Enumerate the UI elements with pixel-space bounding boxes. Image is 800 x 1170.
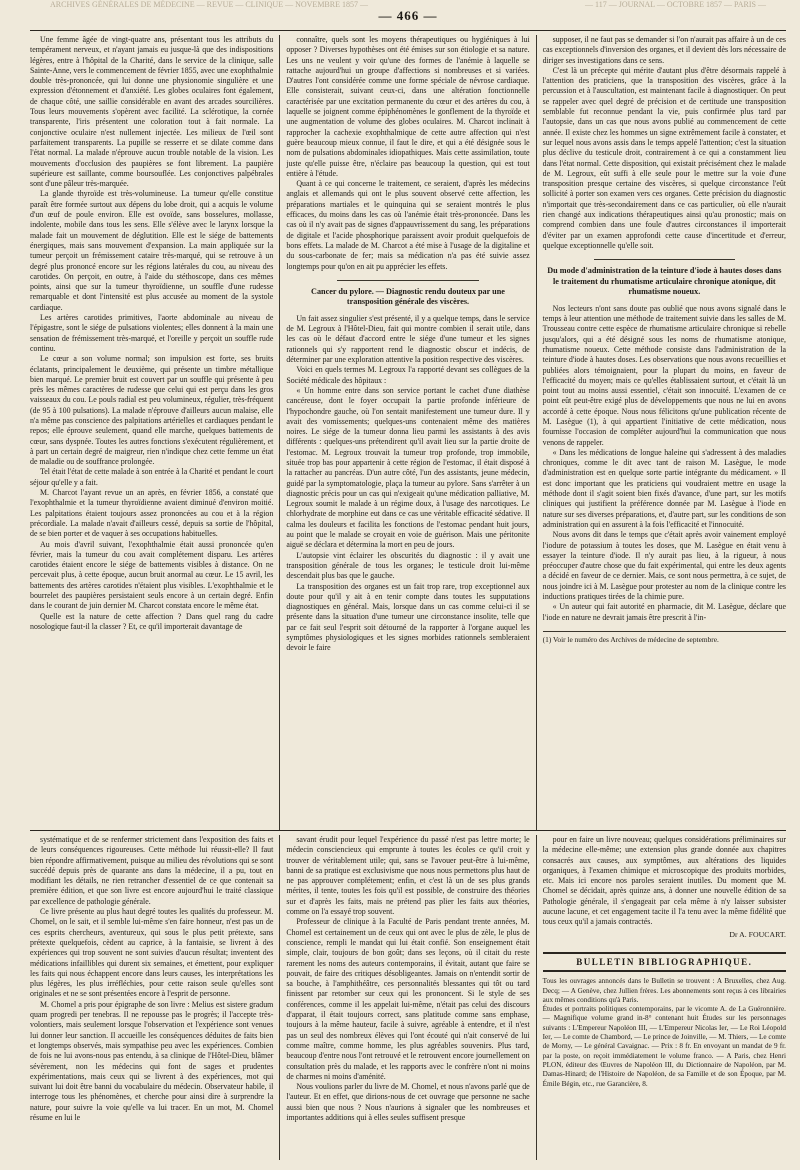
bulletin-content xyxy=(543,977,786,1089)
bottom-section xyxy=(30,830,786,1160)
section-title-text: Cancer du pylore. — Diagnostic rendu douteux par une transposition générale des viscères. xyxy=(311,286,505,307)
paragraph: connaître, quels sont les moyens thérapeutiques ou hygiéniques à lui opposer ? Diverses hypothèses ont été émises sur son étiologie et sa nature. Les uns ne veulent y voir qu'une des formes de l'anémie à laquelle se rattache aujourd'hui un groupe d'affections si nombreuses et si variées. D'autres l'ont considérée comme une forme spéciale de névrose cardiaque. Elle consisterait, suivant ceux-ci, dans une altération fonctionnelle caractérisée par une excitation permanente du cœur et des artères du cou, à laquelle se joignent comme épiphénomènes le gonflement de la thyroïde et une augmentation de volume des globes oculaires. M. Charcot inclinait à rapprocher la cachexie exophthalmique de cette autre affection qui n'est guère beaucoup mieux connue, il faut le dire, et qui a été désignée sous le nom de pulsations abdominales idiopathiques. Mais cette assimilation, toute juste qu'elle puisse être, n'éclaire pas beaucoup la question, qui est tout entière à l'étude. xyxy=(286,35,530,178)
paragraph: M. Chomel a pris pour épigraphe de son livre : Melius est sistere gradum quam progredi per tenebras. Il ne repousse pas le progrès; il l'accepte très-volontiers, mais seulement lorsque l'observation et l'expérience sont venues lui donner leur sanction. Il accueille les conséquences déduites de faits bien et longtemps observés, mais sympathise peu avec les expériences. Combien de fois ne lui avons-nous pas entendu, à sa clinique de l'Hôtel-Dieu, blâmer sévèrement, non les médecins qui font de sages et prudentes expérimentations, mais ceux qui se livrent à des expériences, mot qui suivant lui doit être banni du vocabulaire du médecin. Observateur habile, il interroge tous les phénomènes, et cherche pour ainsi dire à surprendre la nature, pour suivre la voie qu'elle va lui tracer. En un mot, M. Chomel résume en lui le xyxy=(30,999,274,1123)
author-signature: Dr A. FOUCART. xyxy=(729,929,786,939)
section-title-iode xyxy=(547,259,782,298)
column-1 xyxy=(30,35,273,830)
paragraph: Tous les ouvrages annoncés dans le Bulletin se trouvent : A Bruxelles, chez Aug. Decq; — A Genève, chez Jullien frères. Les abonnements sont reçus à ces librairies aux mêmes conditions qu'à Paris. xyxy=(542,977,786,1004)
paragraph: Au mois d'avril suivant, l'exophthalmie était aussi prononcée qu'en février, mais la tumeur du cou avait complétement disparu. Les artères carotides étaient encore le siége de battements visibles à distance. On ne percevait plus, à cette époque, aucun bruit anormal au cœur. Le 15 avril, les battements des artères carotides n'étaient plus visibles. L'exophthalmie et le bourrelet des paupières persistaient seuls encore à un certain degré. Enfin dans le courant de juin dernier M. Charcot constata encore le même état. xyxy=(30,539,274,611)
paragraph: « Un auteur qui fait autorité en pharmacie, dit M. Lasègue, déclare que l'iode en nature ne devrait jamais être prescrit à l'in- xyxy=(542,602,786,622)
page-number: — 466 — xyxy=(378,8,438,23)
paragraph: Nos lecteurs n'ont sans doute pas oublié que nous avons signalé dans le temps à leur attention une méthode de traitement suivie dans les salles de M. Trousseau contre cette espèce de rhumatisme articulaire chronique si rebelle jusqu'alors, qui a été désigné sous les noms de rhumatisme atonique, rhumatisme noueux. Cette méthode consiste dans l'administration de la teinture d'iode à hautes doses. Les observations que nous avons recueillies et publiées alors témoignaient, pour la plupart du moins, en faveur de l'efficacité du moyen; mais ce qu'elles établissaient surtout, et c'était là un point tout au moins aussi essentiel, c'était son innocuité. L'examen de ce point eût peut-être exigé plus de développements que nous ne lui en avons accordé à cette époque. Nous nous félicitons qu'une publication récente de M. Lasègue (1), à qui appartient l'initiative de cette médication, nous fournisse l'occasion de compléter aujourd'hui la communication que nous venons de rappeler. xyxy=(542,303,786,447)
column-2-bottom xyxy=(279,835,529,1160)
column-3 xyxy=(536,35,786,830)
paragraph: Professeur de clinique à la Faculté de Paris pendant trente années, M. Chomel est certainement un de ceux qui ont avec le plus de zèle, le plus de conscience, rempli le mandat qui lui était confié. Son enseignement était simple, clair, toujours de bon goût; dans ses leçons, où il citait du reste rarement les noms des auteurs contemporains, il évitait, autant que faire se pouvait, de faire des critiques désobligeantes. Jamais on n'entendit sortir de sa bouche, à l'amphithéâtre, ces personnalités blessantes qui tôt ou tard finissent par retomber sur ceux qui les prononcent. Si le style de ses conférences, comme il les appelait lui-même, n'était pas celui des discours d'apparat, il était toujours correct, sans platitude comme sans emphase, toujours à la même hauteur, facile à suivre, agréable à entendre, et il n'est pas un seul des nombreux élèves qui l'ont écouté qui n'ait conservé de lui comme maître, comme homme, les plus agréables souvenirs. Plus tard, beaucoup d'entre nous l'ont retrouvé et le retrouvent encore journellement on consultation près du malade, et les rapports avec le confrère n'ont ni moins de charmes ni moins d'aménité. xyxy=(286,917,530,1081)
paragraph: Un fait assez singulier s'est présenté, il y a quelque temps, dans le service de M. Legroux à l'Hôtel-Dieu, fait qui montre combien il serait utile, dans les cas où le défaut d'accord entre le siége d'une tumeur et les signes rationnels qui s'y rapportent rend le diagnostic obscur et indécis, de déterminer par une exploration attentive la position respective des viscères. xyxy=(286,313,530,365)
paragraph: Ce livre présente au plus haut degré toutes les qualités du professeur. M. Chomel, on le sait, et il semble lui-même s'en faire honneur, n'est pas un de ces esprits chercheurs, aventureux, qui sous le plus petit prétexte, sans prétexte quelquefois, cèdent au caprice, à la fantaisie, se livrent à des expériences qui trop souvent ne sont suivies d'aucun résultat; inventent des médications infaillibles qui durent six semaines, et émettent, pour expliquer les faits qui nous échappent encore dans leurs causes, les interprétations les plus légères, les plus irréfléchies, pour cette raison seule qu'elles sont originales et ne se sont présentées encore à l'esprit de personne. xyxy=(30,907,274,999)
paragraph: Nous avons dit dans le temps que c'était après avoir vainement employé l'iodure de potassium à toutes les doses, que M. Lasègue en était venu à essayer la teinture d'iode. Il n'y aurait pas lieu, à la rigueur, à nous préoccuper d'autre chose que du fait expérimental, qui entre les deux agents a décidé en faveur de ce dernier. Mais, ce sont nous permettra, à ce sujet, de nous joindre ici à M. Lasègue pour protester au nom de la clinique contre les inductions pratiques tirées de la chimie pure. xyxy=(542,530,786,602)
footnote: (1) Voir le numéro des Archives de médecine de septembre. xyxy=(543,631,786,645)
top-section xyxy=(30,31,786,830)
paragraph: L'autopsie vint éclairer les obscurités du diagnostic : il y avait une transposition générale de tous les organes; le testicule droit lui-même descendait plus bas que le gauche. xyxy=(286,550,530,581)
paragraph: « Un homme entre dans son service portant le cachet d'une diathèse cancéreuse, dont le foyer occupait la partie profonde inférieure de l'hypochondre gauche, où l'on sentait manifestement une tumeur dure. Il y avait des vomissements; quelques-uns contenaient même des matières noires. Le siége de la tumeur donna lieu parmi les assistants à des avis différents : quelques-uns prétendirent qu'il avait lieu sur la partie droite de l'estomac. M. Legroux trouvait la tumeur trop profonde, trop immobile, située trop bas pour appartenir à cette région de l'estomac, il était disposé à la rattacher au pancréas. D'un autre côté, l'un des assistants, jeune médecin, guidé par la symptomatologie, plaça la tumeur au pylore. Sans s'arrêter à un diagnostic précis pour un cas qui n'exigeait qu'une médication palliative, M. Legroux soumit le malade à un régime doux, à l'usage des narcotiques. Le chlorhydrate de morphine eut dans ce cas une véritable efficacité sédative. Il calma les douleurs et facilita les fonctions de l'estomac pendant huit jours, au point que le malade se croyait en voie de guérison. Mais une péritonite aiguë se déclara et détermina la mort en peu de jours. xyxy=(286,385,530,550)
paragraph: Les artères carotides primitives, l'aorte abdominale au niveau de l'épigastre, sont le siége de pulsations violentes; elles donnent à la main une sensation de frémissement très-marqué, et l'oreille y perçoit un souffle rude continu. xyxy=(30,313,274,353)
section-title-cancer-pylore xyxy=(290,280,525,308)
paragraph: La glande thyroïde est très-volumineuse. La tumeur qu'elle constitue paraît être formée surtout aux dépens du lobe droit, qui a acquis le volume d'un œuf de poule environ. Elle est ovoïde, sans bosselures, mollasse, indolente, mobile dans tous les sens. Elle s'élève avec le larynx lorsque la malade fait un mouvement de déglutition. Elle est le siége de battements énergiques, mais sans mouvement d'expansion. La main appliquée sur la tumeur perçoit un frémissement cataire très-marqué, qui se retrouve à un degré plus prononcé encore sur les régions latérales du cou, au niveau des carotides. On perçoit, en outre, à l'aide du stéthoscope, dans ces mêmes points, ainsi que sur la tumeur thyroïdienne, un souffle d'une rudesse remarquable et dont l'intensité est plus accusée au moment de la systole cardiaque. xyxy=(30,189,274,312)
bleed-through-text-right: — 117 — JOURNAL — OCTOBRE 1857 — PARIS — xyxy=(585,0,766,9)
paragraph: Nous voulions parler du livre de M. Chomel, et nous n'avons parlé que de l'auteur. Et en effet, que dirions-nous de cet ouvrage que personne ne sache aussi bien que nous ? Nous n'aurions à signaler que les nombreuses et importantes additions qui à elles seules suffisent presque xyxy=(286,1082,530,1123)
paragraph: M. Charcot l'ayant revue un an après, en février 1856, a constaté que l'exophthalmie et la tumeur thyroïdienne avaient diminué d'environ moitié. Les palpitations étaient toujours assez prononcées au cou et à la région précordiale. La malade n'avait d'ailleurs cessé, depuis sa sortie de l'hôpital, de se bien porter et de vaquer à ses occupations habituelles. xyxy=(30,488,274,539)
paragraph: Le cœur a son volume normal; son impulsion est forte, ses bruits éclatants, principalement le deuxième, qui présente un timbre métallique bien marqué. Le premier bruit est couvert par un souffle qui présente à peu près les mêmes caractères de rudesse que celui qui est perçu dans les gros vaisseaux du cou. Le pouls radial est peu volumineux, régulier, très-fréquent (de 95 à 100 pulsations). La malade n'éprouve d'ailleurs aucun malaise, elle n'a même pas conscience des palpitations artérielles et cardiaques pendant le repos; elle éprouve seulement, quand elle marche, quelques battements de cœur, sans dyspnée. Toutes les autres fonctions s'exécutent régulièrement, et à part un certain degré de maigreur, rien n'indique chez cette femme un état de maladie ou de souffrance prolongée. xyxy=(30,354,274,467)
column-2 xyxy=(279,35,529,830)
paragraph: systématique et de se renfermer strictement dans l'exposition des faits et de leurs conséquences rigoureuses. Cette méthode lui réussit-elle? Il faut bien répondre affirmativement, puisque au milieu des révolutions qui se sont succédé depuis près de quarante ans dans la médecine, il a pu, tout en modifiant les détails, ne rien retrancher d'essentiel de ce que contenait sa première édition, et que son livre est encore aujourd'hui le traité classique par excellence de pathologie générale. xyxy=(30,835,274,906)
paragraph: Études et portraits politiques contemporains, par le vicomte A. de La Guéronnière. — Magnifique volume grand in-8° contenant huit Études sur les personnages suivants : L'Empereur Napoléon III, — L'Empereur Nicolas Ier, — Le Roi Léopold Ier, — Le comte de Chambord, — Le prince de Joinville, — M. Thiers, — Le comte de Morny, — Le général Cavaignac. — Prix : 8 fr. En envoyant un mandat de 9 fr. par la poste, on reçoit immédiatement le volume franco. — A Paris, chez Henri PLON, éditeur des Œuvres de Napoléon III, du Dictionnaire de Napoléon, par M. Damas-Hinard; de l'Histoire de Napoléon, de sa Famille et de son Époque, par M. Émile Bégin, etc., rue Garancière, 8. xyxy=(542,1005,786,1088)
paragraph: savant érudit pour lequel l'expérience du passé n'est pas lettre morte; le médecin consciencieux qui emprunte à toutes les écoles ce qu'il croit y trouver de véritablement utile; qui, sans se l'avouer peut-être à lui-même, banni de sa pratique est exclusivisme que nous nous permettons plus haut de ne pas approuver complétement; enfin, et c'est là un de ses plus grands mérites, il tente, toutes les fois qu'il est possible, de construire des théories sur et d'après les faits, mais ne prétend pas plier les faits aux théories, comme on l'a essayé trop souvent. xyxy=(286,835,530,917)
paragraph: Une femme âgée de vingt-quatre ans, présentant tous les attributs du tempérament nerveux, et n'ayant jamais eu jusque-là que des indispositions légères, entre à l'hôpital de la Charité, dans le service de la clinique, salle Sainte-Anne, vers le commencement de février 1855, avec une exophthalmie double très-prononcée, qui lui donne une physionomie singulière et une expression d'étonnement et d'anxiété. Les globes oculaires font également, de chaque côté, une saillie considérable en avant des arcades sourcilières. Tous leurs mouvements s'opèrent avec facilité. La sclérotique, la cornée transparente, l'iris présentent une coloration tout à fait normale. La conjonctive oculaire n'est nullement injectée. Les milieux de l'œil sont parfaitement transparents. La pupille se resserre et se dilate comme dans l'état normal. La malade n'éprouve aucun trouble notable de la vision. Les mouvements d'occlusion des paupières se font librement. La paupière supérieure est saillante, comme boursouflée. Les conjonctives palpébrales sont d'une pâleur très-marquée. xyxy=(30,35,274,189)
page-header xyxy=(30,0,786,31)
paragraph: Tel était l'état de cette malade à son entrée à la Charité et pendant le court séjour qu'elle y a fait. xyxy=(30,467,274,487)
bulletin-title: BULLETIN BIBLIOGRAPHIQUE. xyxy=(543,952,786,972)
paragraph: supposer, il ne faut pas se demander si l'on n'aurait pas affaire à un de ces cas exceptionnels d'inversion des organes, et il devient dès lors nécessaire de diriger ses investigations dans ce sens. xyxy=(542,35,786,65)
paragraph: Voici en quels termes M. Legroux l'a rapporté devant ses collègues de la Société médicale des hôpitaux : xyxy=(286,365,530,385)
paragraph: pour en faire un livre nouveau; quelques considérations préliminaires sur la médecine elle-même; une extension plus grande donnée aux chapitres consacrés aux causes, aux symptômes, aux altérations des liquides organiques, à l'examen chimique et microscopique des produits morbides, etc. Mais ici encore nos paroles seraient inutiles. Du moment que M. Chomel se décidait, après quinze ans, à donner une nouvelle édition de sa Pathologie générale, il s'engageait par cela même à n'y laisser subsister aucune lacune, et cet engagement tacite il l'a tenu avec la même fidélité que tous ceux qu'il a jamais contractés. xyxy=(542,835,786,927)
paragraph: C'est là un précepte qui mérite d'autant plus d'être désormais rappelé à l'attention des praticiens, que la transposition des viscères, grâce à la percussion et à l'auscultation, est maintenant facile à diagnostiquer. On peut se rappeler avec quel degré de précision et de certitude une transposition semblable fut reconnue pendant la vie, puis confirmée plus tard par l'autopsie, dans un cas que nous avons publié au commencement de cette année. Il existe chez les hommes un signe extrêmement facile à constater, et sur lequel nous avons assis dans le temps appelé l'attention; c'est la situation plus déclive du testicule droit, contrairement à ce qui a constamment lieu dans l'état normal. Cette disposition, qui existait précisément chez le malade de M. Legroux, eût suffi à elle seule pour le mettre sur la voie d'une transposition presque certaine des viscères, si quelque circonstance l'eût sollicité à porter son examen vers ces organes. Cette précision du diagnostic n'importait que très-secondairement dans ce cas particulier, où elle n'aurait rien changé aux indications thérapeutiques ainsi qu'au pronostic; mais on comprend combien dans une foule d'autres circonstances il importerait d'éviter par un examen approfondi cette cause d'incertitude et d'erreur, quelque exceptionnelle qu'elle soit. xyxy=(542,65,786,250)
paragraph: Quant à ce qui concerne le traitement, ce seraient, d'après les médecins anglais et allemands qui ont le plus souvent observé cette affection, les préparations martiales et le quinquina qui se seraient montrés le plus efficaces, du moins dans les cas où l'anémie était très-prononcée. Dans les cas où il n'y avait pas de signes d'appauvrissement du sang, les préparations de digitale et l'acide phosphorique paraissent avoir produit quelquefois de bons effets. La malade de M. Charcot a été mise à l'usage de la digitaline et du sous-carbonate de fer; mais sa médication n'a pas été suivie assez longtemps pour qu'on en ait pu apprécier les effets. xyxy=(286,179,530,271)
paragraph: « Dans les médications de longue haleine qui s'adressent à des maladies chroniques, comme le dit avec tant de raison M. Lasègue, le mode d'administration est en quelque sorte partie intégrante du médicament. » Il est donc important que les praticiens qui voudraient mettre en usage la méthode dont il s'agit soient bien fixés d'avance, d'une part, sur les motifs cliniques qui justifient la préférence donnée par M. Lasègue à l'iode en nature sur ses diverses préparations, et, d'autre part, sur les conditions de son administration qui en assurent à la fois l'efficacité et l'innocuité. xyxy=(542,447,786,529)
bleed-through-text-left: ARCHIVES GÉNÉRALES DE MÉDECINE — REVUE — CLINIQUE — NOVEMBRE 1857 — xyxy=(50,0,368,9)
paragraph: Quelle est la nature de cette affection ? Dans quel rang du cadre nosologique faut-il la classer ? Et, ce qu'il importerait davantage de xyxy=(30,611,274,631)
column-3-bottom xyxy=(536,835,786,1160)
paragraph: La transposition des organes est un fait trop rare, trop exceptionnel aux doute pour qu'il y ait à en tenir compte dans toutes les supputations diagnostiques en général. Mais, lorsque dans un cas comme celui-ci il se présente dans la situation d'une tumeur une circonstance insolite, telle que par ce fait seul l'esprit soit détourné de la rapporter à l'organe auquel les symptômes physiologiques et les signes morbides rationnels sembleraient devoir le faire xyxy=(286,581,530,653)
column-1-bottom xyxy=(30,835,273,1160)
section-title-text: Du mode d'administration de la teinture d'iode à hautes doses dans le traitement du rhumatisme articulaire chronique atonique, dit rhumatisme noueux. xyxy=(547,266,782,297)
